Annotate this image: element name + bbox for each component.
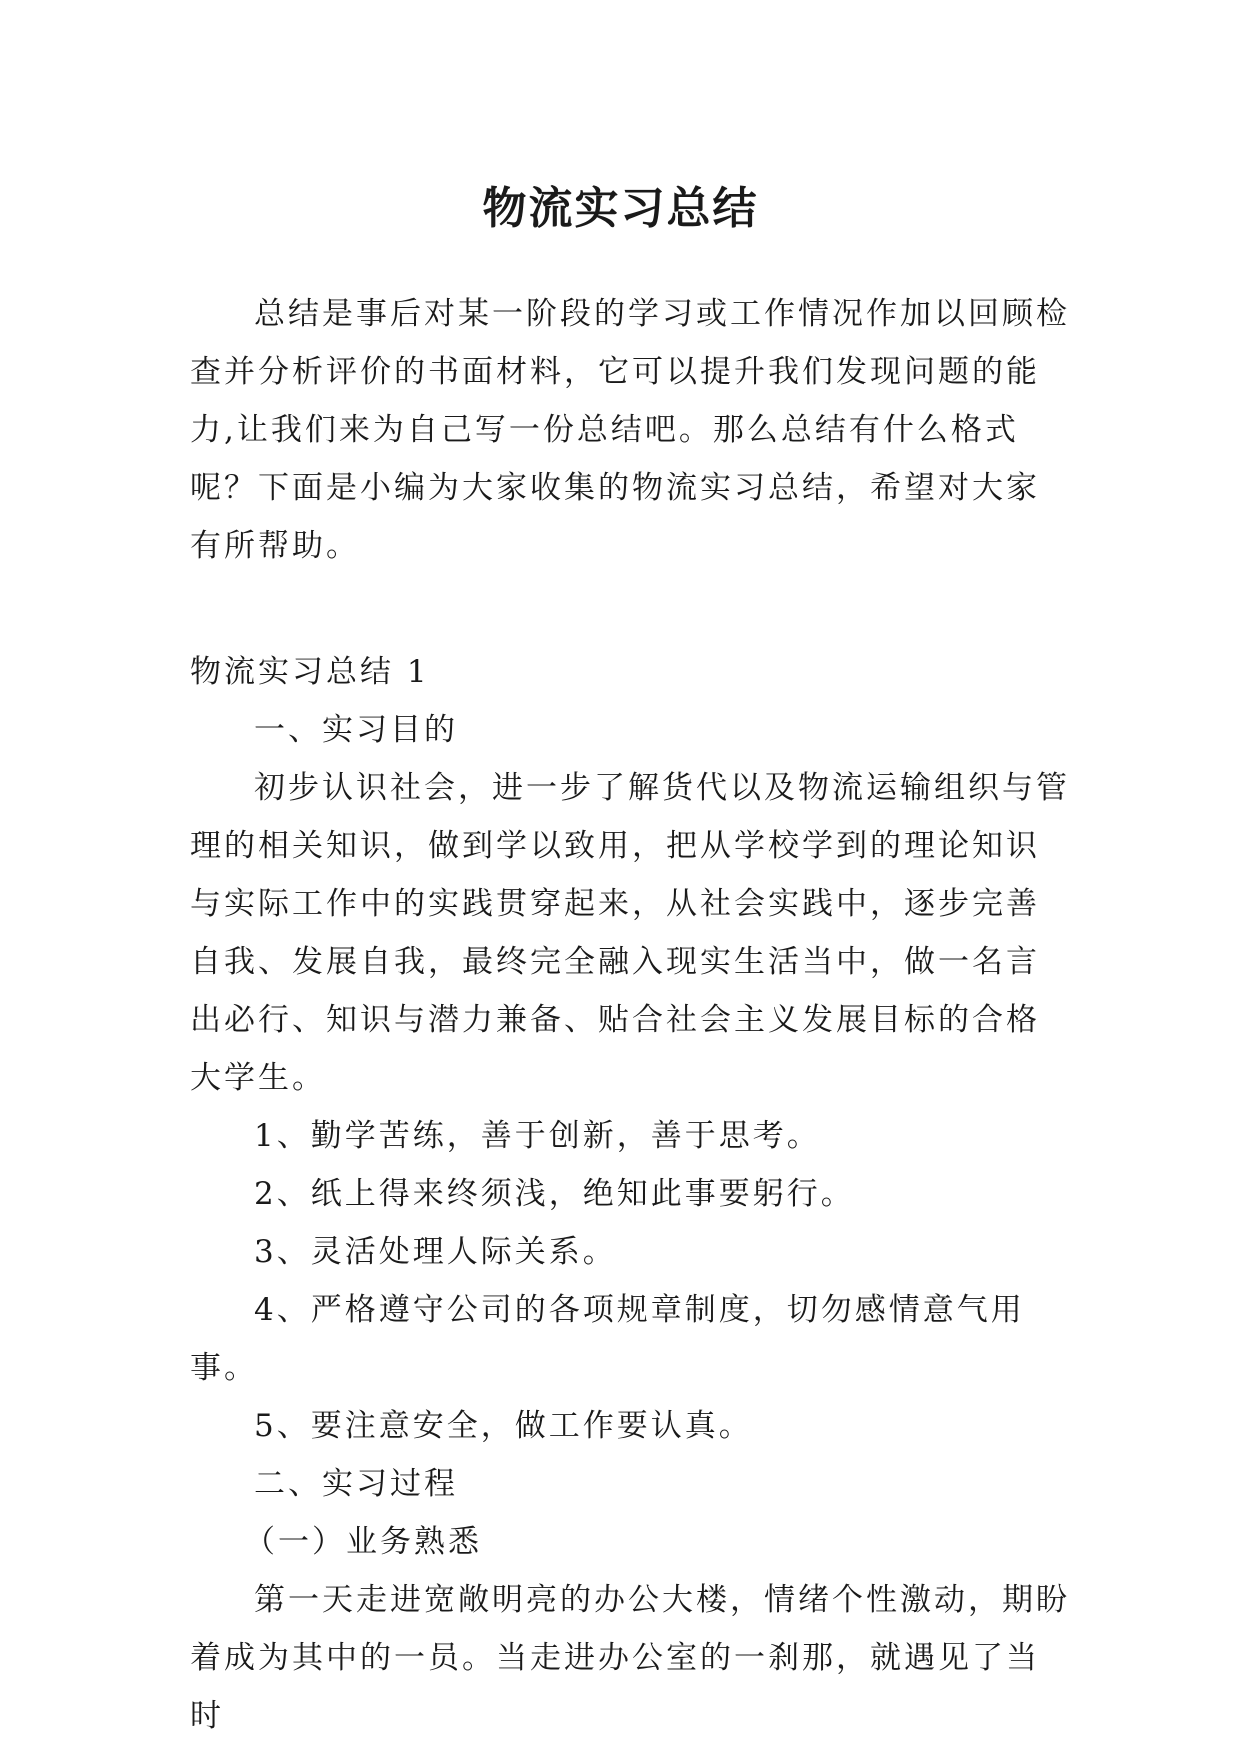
document-body (190, 285, 1070, 1745)
point-item: 4、严格遵守公司的各项规章制度，切勿感情意气用事。 (190, 1292, 1025, 1386)
point-item: 1、勤学苦练，善于创新，善于思考。 (254, 1118, 821, 1154)
purpose-paragraph: 初步认识社会，进一步了解货代以及物流运输组织与管理的相关知识，做到学以致用，把从学校学到的理论知识与实际工作中的实践贯穿起来，从社会实践中，逐步完善自我、发展自我，最终完全融入现实生活当中，做一名言出必行、知识与潜力兼备、贴合社会主义发展目标的合格大学生。 (190, 770, 1070, 1096)
subheading-business: （一）业务熟悉 (244, 1524, 482, 1560)
process-paragraph: 第一天走进宽敞明亮的办公大楼，情绪个性激动，期盼着成为其中的一员。当走进办公室的一刹那，就遇见了当时 (190, 1582, 1070, 1734)
point-item: 2、纸上得来终须浅，绝知此事要躬行。 (254, 1176, 855, 1212)
intro-paragraph: 总结是事后对某一阶段的学习或工作情况作加以回顾检查并分析评价的书面材料，它可以提升我们发现问题的能力,让我们来为自己写一份总结吧。那么总结有什么格式呢？下面是小编为大家收集的物流实习总结，希望对大家有所帮助。 (190, 296, 1070, 564)
heading-process: 二、实习过程 (254, 1466, 458, 1502)
document-title: 物流实习总结 (482, 183, 759, 235)
spacer (190, 575, 1070, 637)
heading-purpose: 一、实习目的 (254, 712, 458, 748)
point-item: 3、灵活处理人际关系。 (254, 1234, 617, 1270)
point-item: 5、要注意安全，做工作要认真。 (254, 1408, 753, 1444)
section-title: 物流实习总结 1 (190, 654, 430, 690)
